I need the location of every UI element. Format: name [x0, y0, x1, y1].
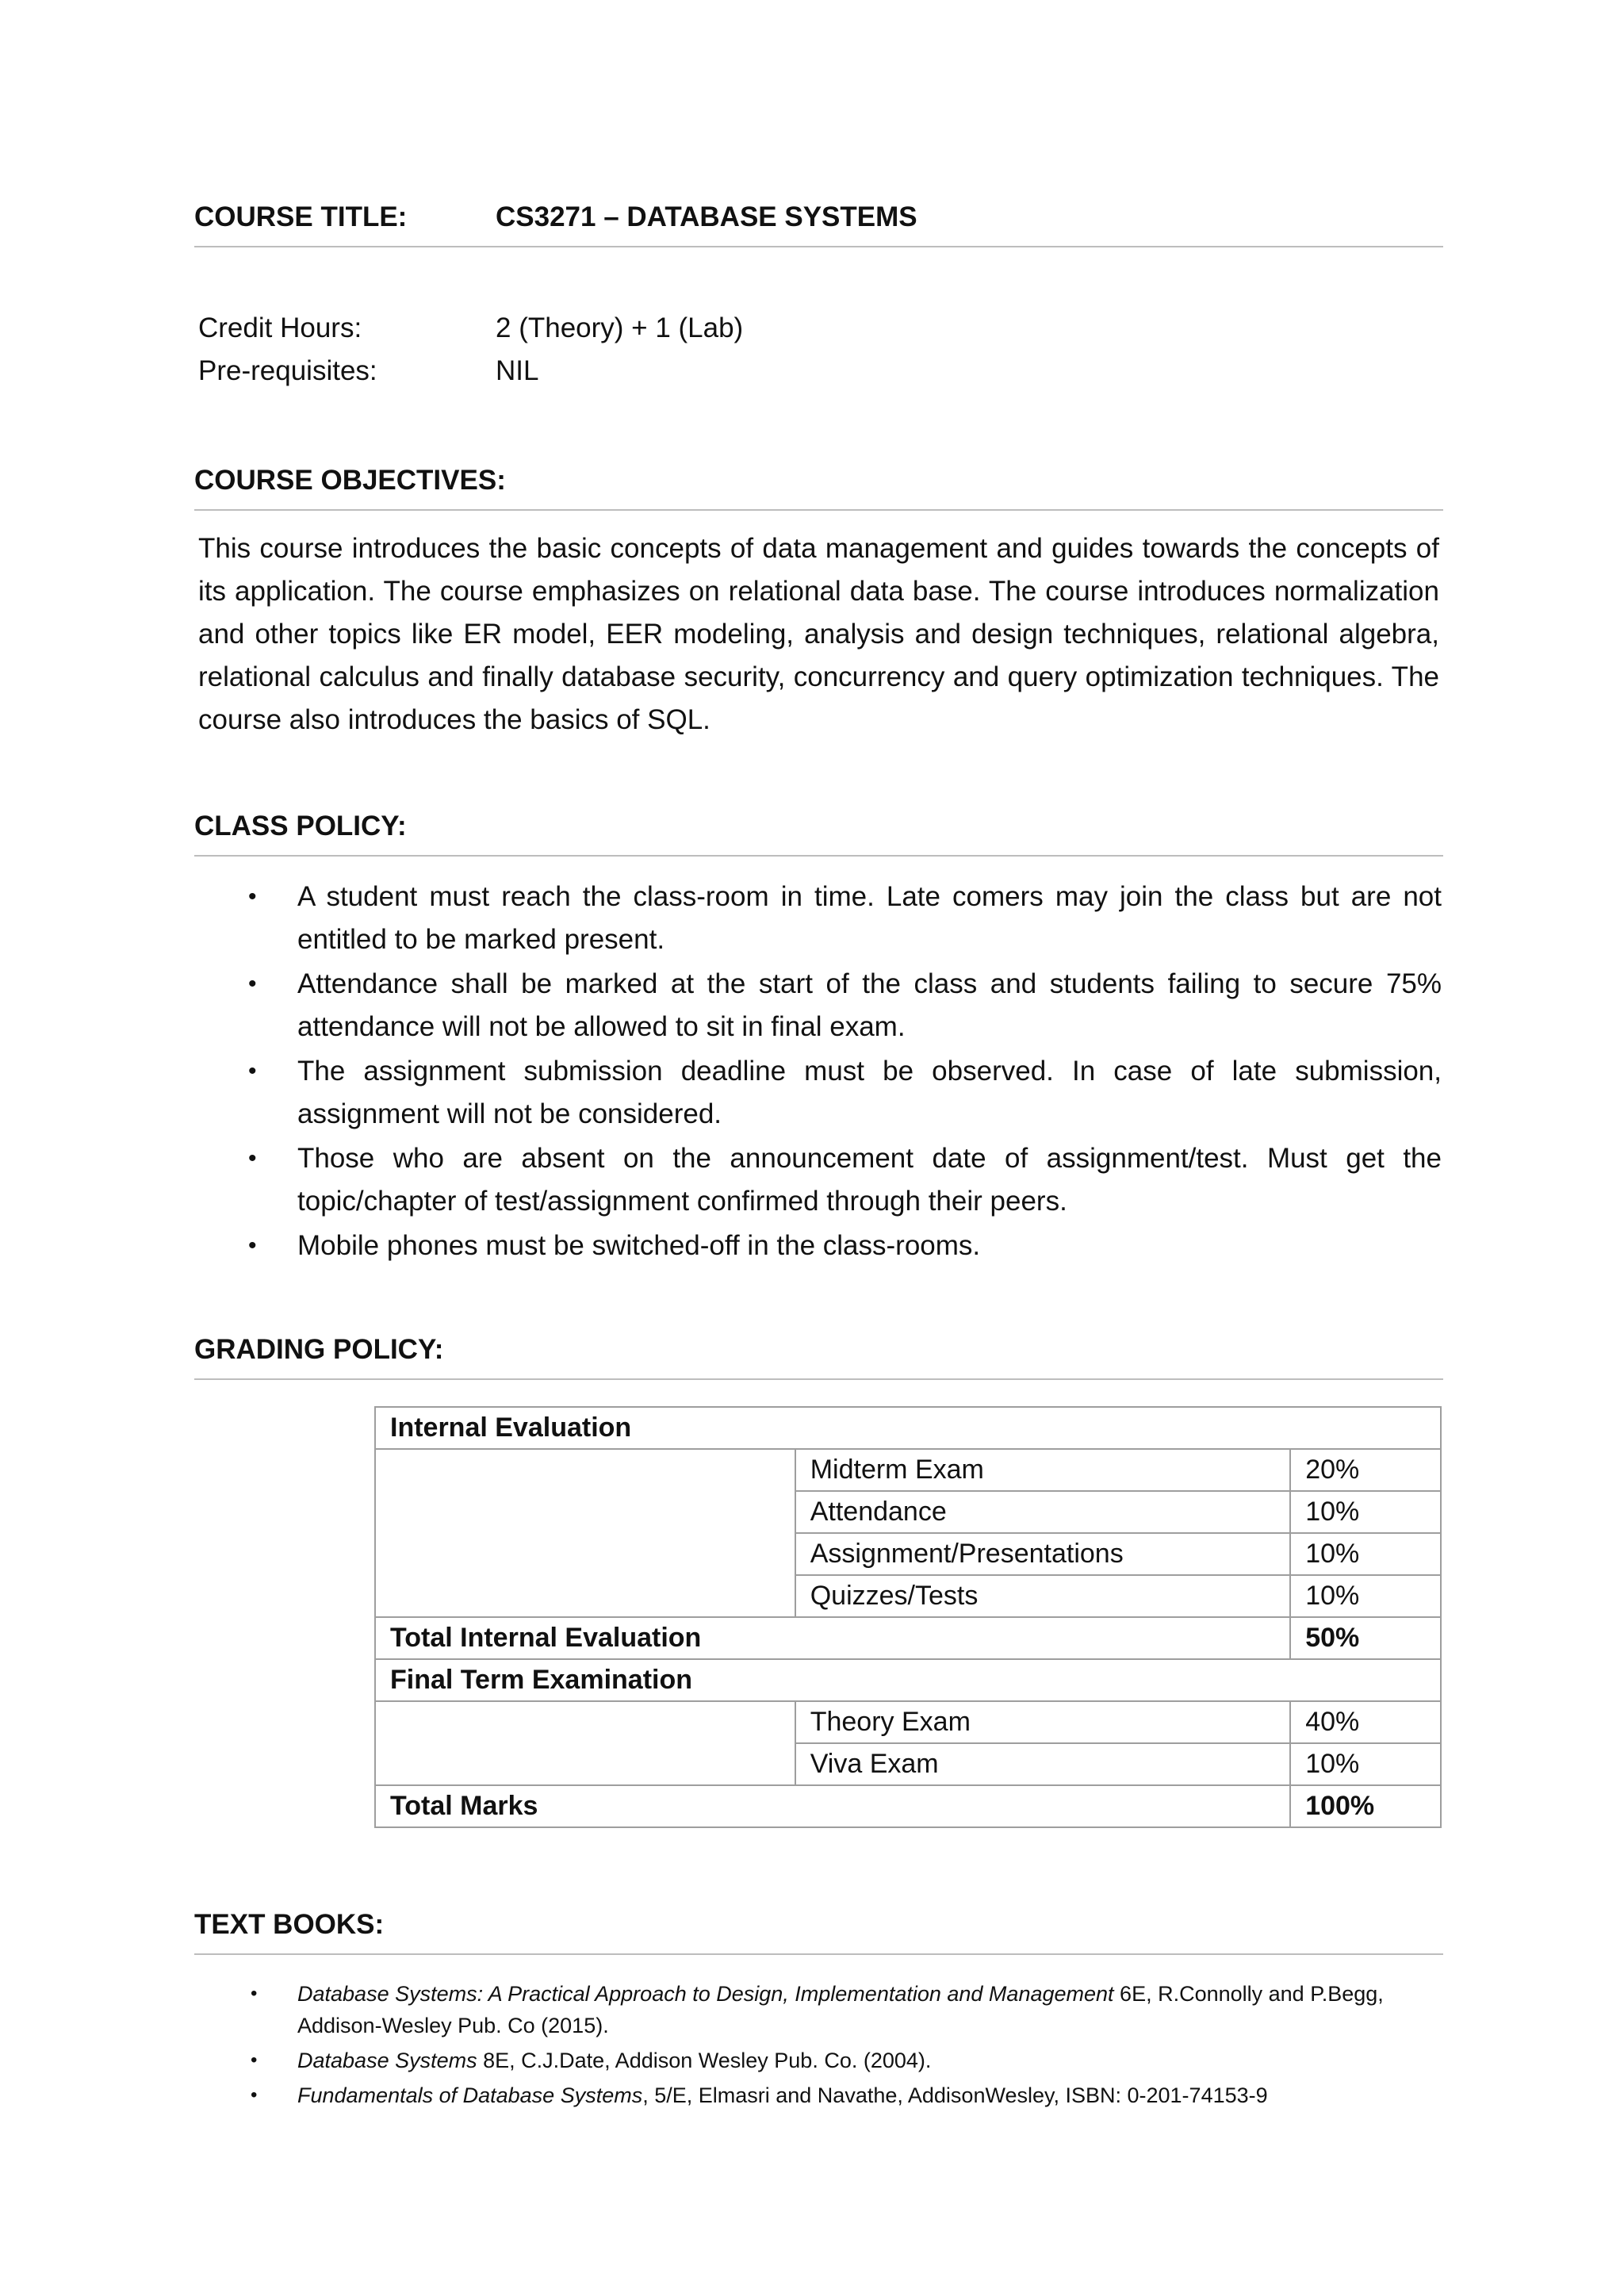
objectives-heading: COURSE OBJECTIVES:: [194, 463, 1443, 511]
table-row: [375, 1785, 1441, 1827]
prerequisites-value: NIL: [496, 355, 539, 386]
prerequisites-label: Pre-requisites:: [198, 355, 377, 386]
final-term-heading: Final Term Examination: [375, 1659, 1441, 1701]
internal-total-value: 50%: [1290, 1617, 1441, 1659]
book-title: Fundamentals of Database Systems: [297, 2083, 643, 2107]
list-item: • A student must reach the class-room in time. Late comers may join the class but are not entitled to be marked present.: [198, 876, 1442, 961]
grading-policy-heading: GRADING POLICY:: [194, 1332, 1443, 1380]
total-marks-value: 100%: [1290, 1785, 1441, 1827]
table-row: Theory Exam 40%: [375, 1701, 1441, 1743]
book-details: 8E, C.J.Date, Addison Wesley Pub. Co. (2004).: [477, 2049, 932, 2072]
list-item: [198, 2079, 1442, 2111]
internal-evaluation-heading: Internal Evaluation: [375, 1407, 1441, 1449]
table-row: [375, 1407, 1441, 1449]
objectives-text: This course introduces the basic concepts of data management and guides towards the concepts of its application. The course emphasizes on relational data base. The course introduces normalization and other topics like ER model, EER modeling, analysis and design techniques, relational algebra, relational calculus and finally database security, concurrency and query optimization techniques. The course also introduces the basics of SQL.: [198, 533, 1439, 735]
course-title-row: [194, 200, 1443, 247]
bullet-icon: •: [248, 1058, 257, 1084]
list-item: [198, 2045, 1442, 2076]
table-row: Assignment/Presentations 10%: [375, 1533, 1441, 1575]
list-item: • Those who are absent on the announcement date of assignment/test. Must get the topic/chapter of test/assignment confirmed through their peers.: [198, 1137, 1442, 1223]
table-row: Quizzes/Tests 10%: [375, 1575, 1441, 1617]
credit-hours-label: Credit Hours:: [198, 312, 362, 343]
book-title: Database Systems: A Practical Approach to Design, Implementation and Management: [297, 1982, 1114, 2006]
table-row: Attendance 10%: [375, 1491, 1441, 1533]
bullet-icon: •: [248, 884, 257, 910]
list-item: • Mobile phones must be switched-off in the class-rooms.: [198, 1225, 1442, 1267]
credit-hours-value: 2 (Theory) + 1 (Lab): [496, 312, 744, 343]
book-details: , 5/E, Elmasri and Navathe, AddisonWesley, ISBN: 0-201-74153-9: [642, 2083, 1268, 2107]
text-books-list: [198, 1978, 1442, 2114]
bullet-icon: •: [251, 2084, 258, 2106]
bullet-icon: •: [251, 1983, 258, 2004]
table-row: Viva Exam 10%: [375, 1743, 1441, 1785]
table-row: [375, 1617, 1441, 1659]
class-policy-heading: CLASS POLICY:: [194, 809, 1443, 857]
bullet-icon: •: [248, 971, 257, 997]
text-books-heading: TEXT BOOKS:: [194, 1907, 1443, 1955]
course-title-value: CS3271 – DATABASE SYSTEMS: [496, 201, 917, 232]
book-details: 6E, R.Connolly and P.Begg, Addison-Wesley Pub. Co (2015).: [297, 1982, 1384, 2037]
prerequisites-row: [198, 350, 538, 393]
list-item: • The assignment submission deadline must be observed. In case of late submission, assignment will not be considered.: [198, 1050, 1442, 1136]
internal-total-label: Total Internal Evaluation: [375, 1617, 1290, 1659]
credit-hours-row: [198, 307, 743, 350]
bullet-icon: •: [251, 2049, 258, 2071]
book-title: Database Systems: [297, 2049, 477, 2072]
total-marks-label: Total Marks: [375, 1785, 1290, 1827]
table-row: Midterm Exam 20%: [375, 1449, 1441, 1491]
class-policy-list: [198, 876, 1442, 1269]
list-item: [198, 1978, 1442, 2041]
list-item: • Attendance shall be marked at the start of the class and students failing to secure 75% attendance will not be allowed to sit in final exam.: [198, 963, 1442, 1048]
bullet-icon: •: [248, 1232, 257, 1259]
course-title-label: COURSE TITLE:: [194, 201, 408, 232]
table-row: [375, 1659, 1441, 1701]
grading-table: [374, 1406, 1442, 1828]
bullet-icon: •: [248, 1145, 257, 1171]
